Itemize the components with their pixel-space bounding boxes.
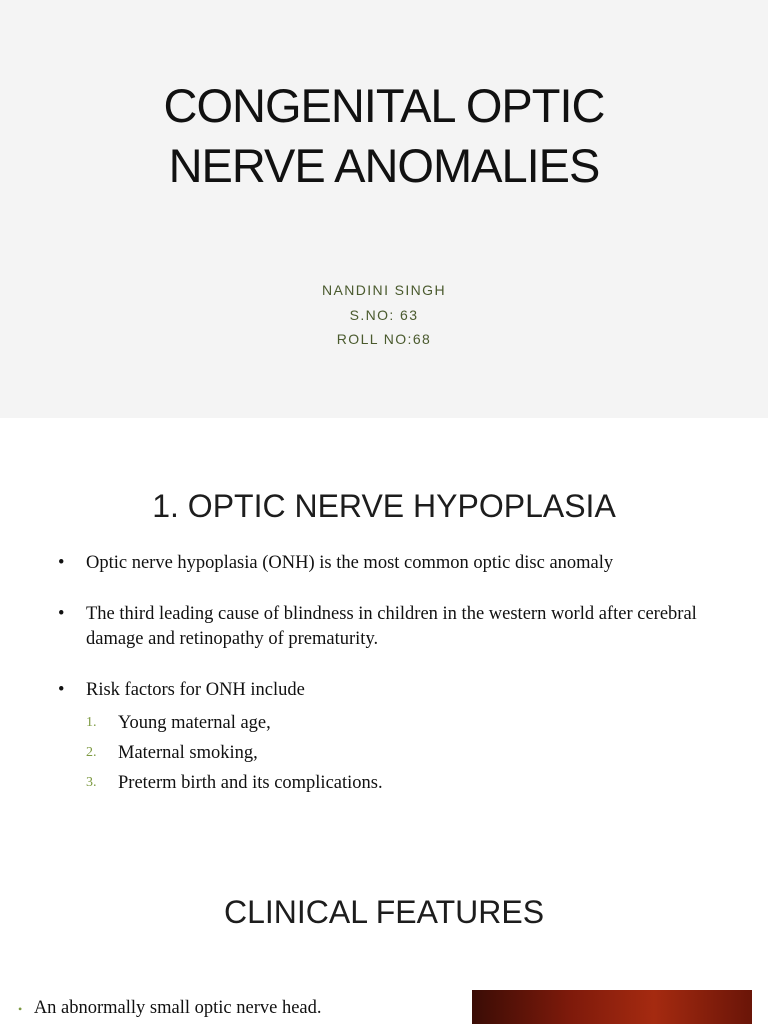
serial-number: S.NO: 63 [349,306,419,323]
bullet-item [58,551,738,576]
slide-title: 1. OPTIC NERVE HYPOPLASIA [152,488,616,524]
clinical-features-slide [0,836,768,1024]
risk-factor-text: Young maternal age, [118,713,271,733]
title-slide [0,0,768,418]
risk-factor-item [58,738,738,768]
hypoplasia-slide [0,418,768,836]
bullet-text: The third leading cause of blindness in children in the western world after cerebral damage and retinopathy of prematurity. [86,604,697,649]
bullet-list [58,551,738,798]
bullet-icon: • [58,604,65,624]
bullet-item [18,998,322,1019]
bullet-text: Optic nerve hypoplasia (ONH) is the most common optic disc anomaly [86,553,614,573]
author-name: NANDINI SINGH [322,282,446,298]
presentation-title [0,76,768,196]
risk-factor-text: Maternal smoking, [118,743,258,763]
list-number: 1. [86,715,97,730]
title-line-1: CONGENITAL OPTIC [163,79,605,132]
bullet-item [58,678,738,703]
slide-title: CLINICAL FEATURES [223,894,545,930]
risk-factor-item [58,708,738,738]
list-number: 3. [86,775,97,790]
bullet-text: Risk factors for ONH include [86,680,305,700]
list-number: 2. [86,745,97,760]
bullet-item [58,602,738,652]
bullet-icon: • [58,680,65,700]
bullet-text: An abnormally small optic nerve head. [33,998,322,1018]
roll-number: ROLL NO:68 [336,331,432,347]
risk-factor-list [58,708,738,798]
risk-factor-item [58,768,738,798]
author-info [0,278,768,352]
risk-factor-text: Preterm birth and its complications. [118,773,383,793]
bullet-icon: • [18,1002,23,1016]
title-line-2: NERVE ANOMALIES [168,139,600,192]
fundus-photo [472,990,752,1024]
bullet-icon: • [58,553,65,573]
